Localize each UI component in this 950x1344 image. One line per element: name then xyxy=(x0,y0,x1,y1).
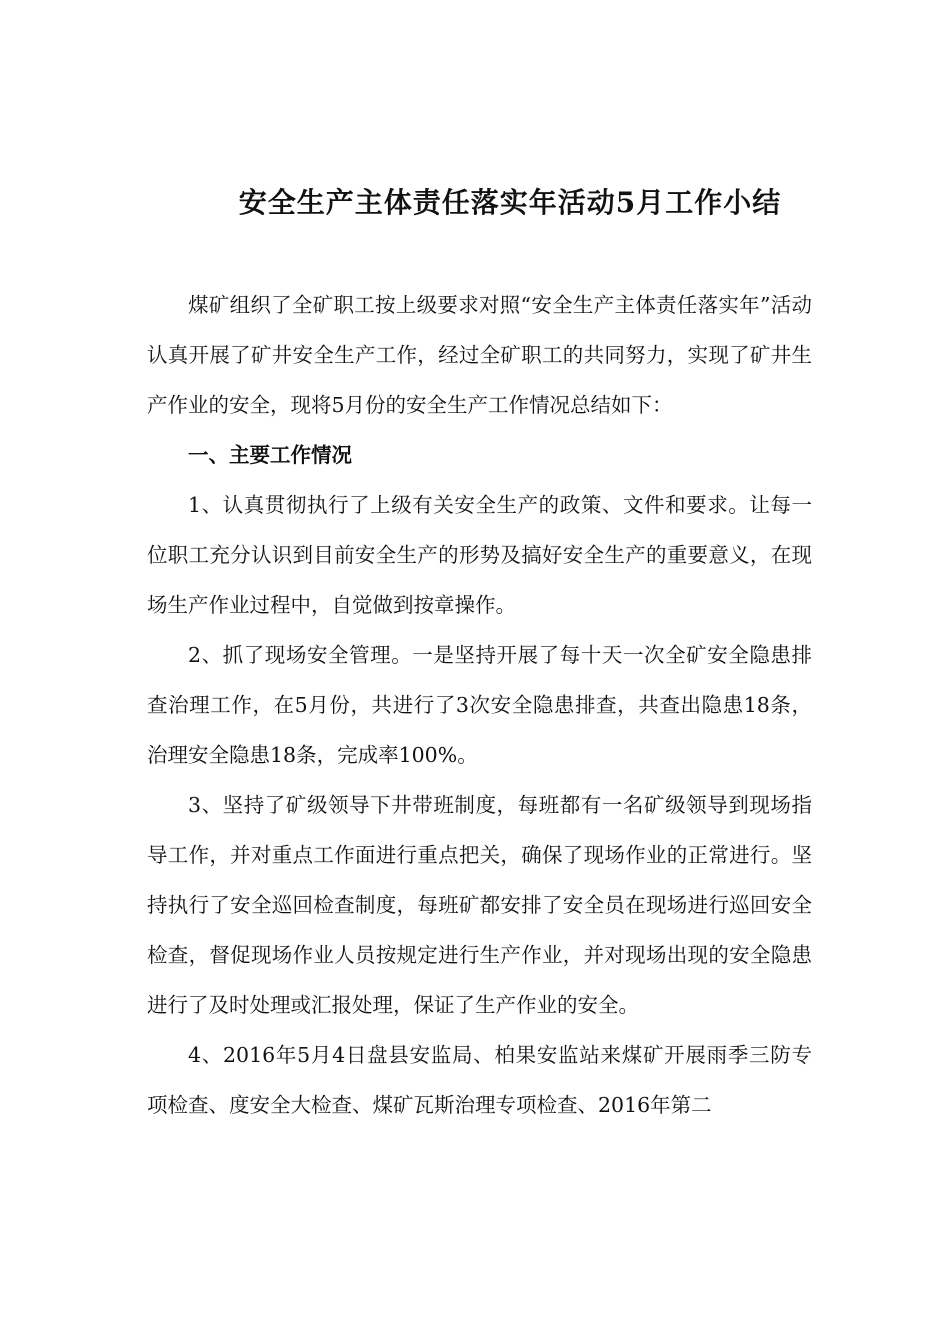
paragraph-item-1: 1、认真贯彻执行了上级有关安全生产的政策、文件和要求。让每一位职工充分认识到目前安全生产的形势及搞好安全生产的重要意义，在现场生产作业过程中，自觉做到按章操作。 xyxy=(147,493,812,617)
section-heading: 一、主要工作情况 xyxy=(188,443,352,467)
document-title: 安全生产主体责任落实年活动5月工作小结 xyxy=(238,186,782,219)
document-body xyxy=(147,280,812,1130)
paragraph-item-2: 2、抓了现场安全管理。一是坚持开展了每十天一次全矿安全隐患排查治理工作，在5月份，共进行了3次安全隐患排查，共查出隐患18条，治理安全隐患18条，完成率100%。 xyxy=(147,643,812,767)
paragraph-item-4: 4、2016年5月4日盘县安监局、柏果安监站来煤矿开展雨季三防专项检查、度安全大检查、煤矿瓦斯治理专项检查、2016年第二 xyxy=(147,1043,812,1117)
paragraph-item-3: 3、坚持了矿级领导下井带班制度，每班都有一名矿级领导到现场指导工作，并对重点工作面进行重点把关，确保了现场作业的正常进行。坚持执行了安全巡回检查制度，每班矿都安排了安全员在现场进行巡回安全检查，督促现场作业人员按规定进行生产作业，并对现场出现的安全隐患进行了及时处理或汇报处理，保证了生产作业的安全。 xyxy=(147,793,812,1017)
intro-paragraph: 煤矿组织了全矿职工按上级要求对照“安全生产主体责任落实年”活动认真开展了矿井安全生产工作，经过全矿职工的共同努力，实现了矿井生产作业的安全，现将5月份的安全生产工作情况总结如下： xyxy=(147,293,812,417)
